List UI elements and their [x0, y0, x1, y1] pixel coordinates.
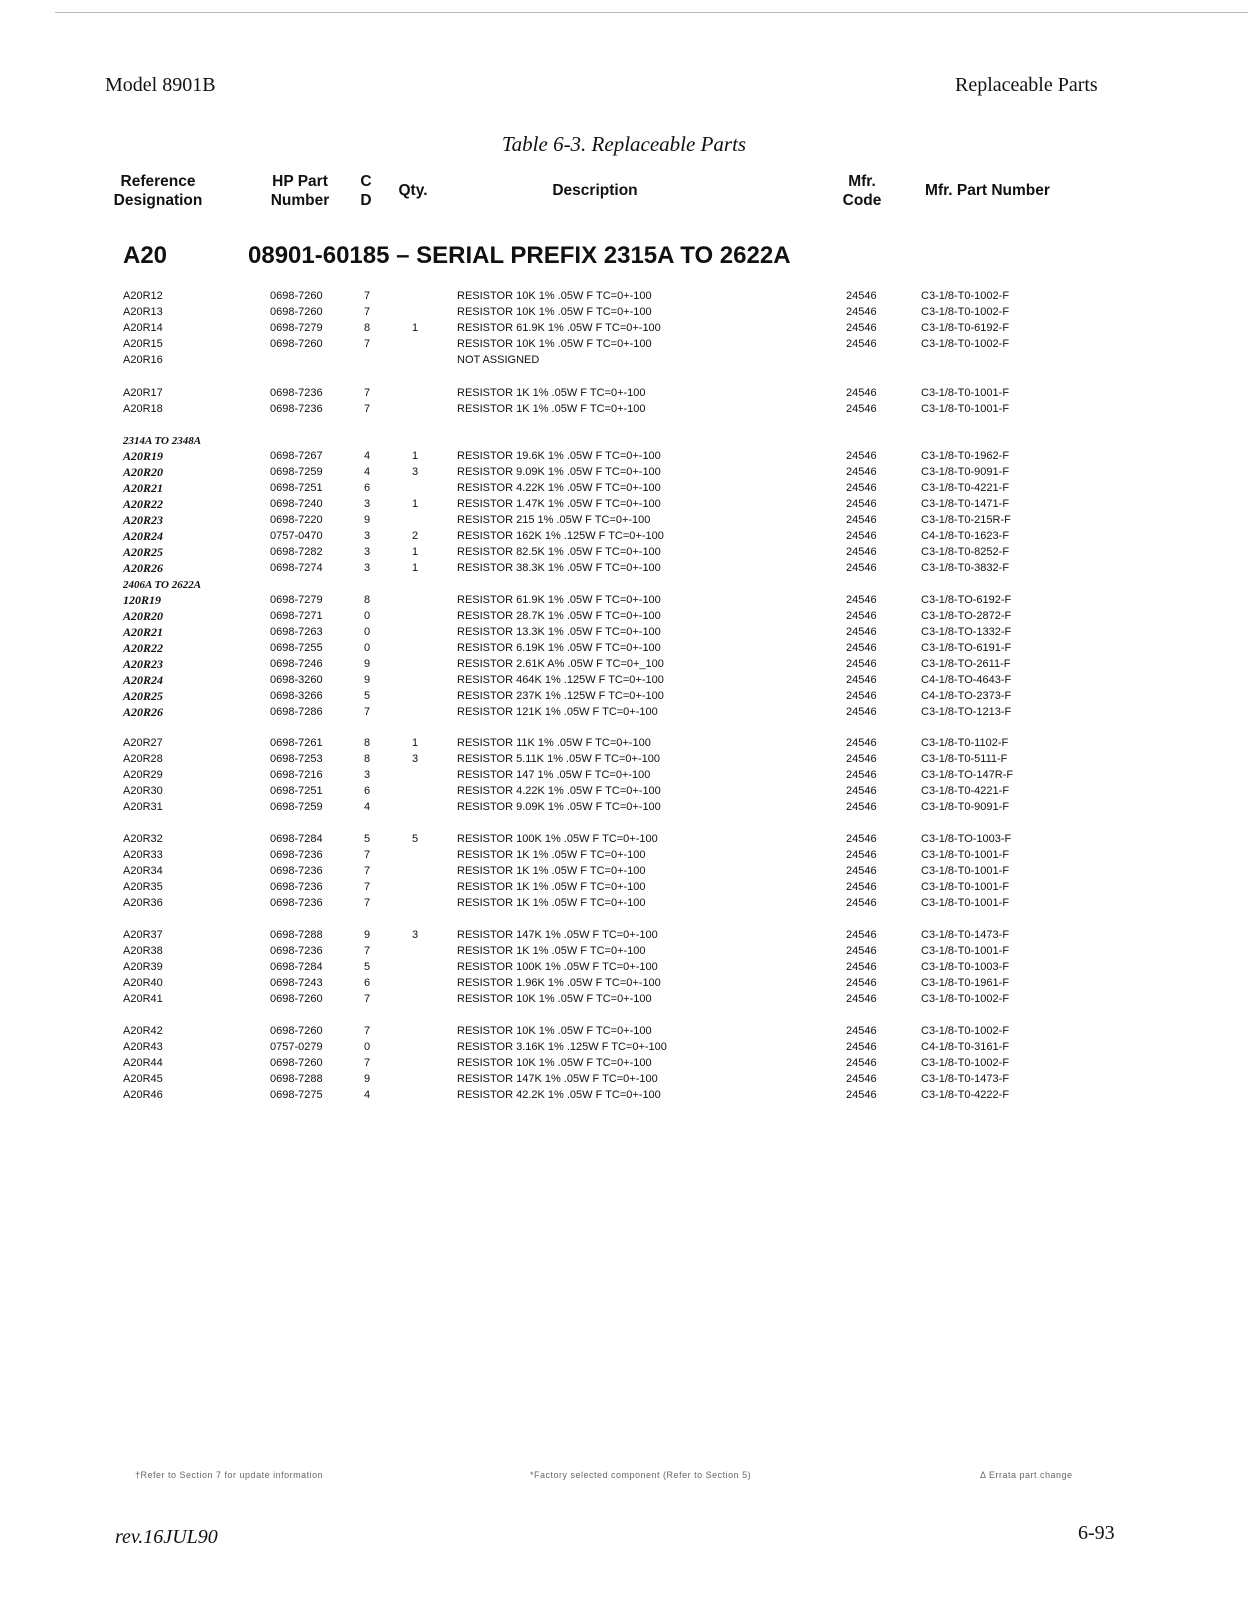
hp-part-number: 0698-7263 [270, 626, 323, 638]
hp-part-number: 0698-7259 [270, 801, 323, 813]
description: RESISTOR 10K 1% .05W F TC=0+-100 [457, 1057, 652, 1069]
mfr-part-number: C3-1/8-TO-6191-F [921, 642, 1012, 654]
top-rule [55, 12, 1248, 13]
col-header-qty: Qty. [398, 182, 428, 199]
mfr-code: 24546 [846, 626, 877, 638]
hp-part-number: 0698-7236 [270, 945, 323, 957]
hp-part-number: 0698-7236 [270, 387, 323, 399]
mfr-code: 24546 [846, 737, 877, 749]
mfr-code: 24546 [846, 690, 877, 702]
mfr-part-number: C3-1/8-T0-1002-F [921, 290, 1010, 302]
mfr-part-number: C4-1/8-T0-3161-F [921, 1041, 1010, 1053]
reference-designation: A20R21 [123, 625, 164, 639]
description: RESISTOR 5.11K 1% .05W F TC=0+-100 [457, 753, 660, 765]
check-digit: 7 [364, 1025, 371, 1037]
mfr-part-number: C3-1/8-T0-1001-F [921, 945, 1010, 957]
table-title: Table 6-3. Replaceable Parts [501, 132, 747, 156]
quantity: 1 [412, 498, 419, 510]
hp-part-number: 0698-7275 [270, 1089, 323, 1101]
quantity: 3 [412, 753, 419, 765]
mfr-code: 24546 [846, 674, 877, 686]
quantity: 3 [412, 929, 419, 941]
mfr-code: 24546 [846, 610, 877, 622]
hp-part-number: 0698-7246 [270, 658, 323, 670]
description: RESISTOR 1.47K 1% .05W F TC=0+-100 [457, 498, 661, 510]
reference-designation: A20R41 [123, 993, 163, 1005]
check-digit: 3 [364, 562, 371, 574]
mfr-part-number: C3-1/8-T0-1473-F [921, 1073, 1010, 1085]
hp-part-number: 0698-7220 [270, 514, 323, 526]
col-header-cd-line1: C [360, 173, 372, 190]
description: RESISTOR 42.2K 1% .05W F TC=0+-100 [457, 1089, 661, 1101]
mfr-part-number: C3-1/8-T0-1001-F [921, 849, 1010, 861]
check-digit: 0 [364, 610, 371, 622]
reference-designation: A20R14 [123, 322, 163, 334]
check-digit: 7 [364, 1057, 371, 1069]
description: RESISTOR 10K 1% .05W F TC=0+-100 [457, 993, 652, 1005]
check-digit: 0 [364, 626, 371, 638]
check-digit: 3 [364, 530, 371, 542]
mfr-part-number: C3-1/8-TO-1213-F [921, 706, 1012, 718]
check-digit: 7 [364, 993, 371, 1005]
col-header-reference [110, 172, 206, 210]
description: NOT ASSIGNED [457, 354, 540, 366]
description: RESISTOR 162K 1% .125W F TC=0+-100 [457, 530, 664, 542]
mfr-code: 24546 [846, 498, 877, 510]
description: RESISTOR 147 1% .05W F TC=0+-100 [457, 769, 651, 781]
reference-designation: A20R25 [123, 545, 164, 559]
mfr-code: 24546 [846, 1057, 877, 1069]
description: RESISTOR 147K 1% .05W F TC=0+-100 [457, 929, 658, 941]
check-digit: 3 [364, 498, 371, 510]
mfr-part-number: C3-1/8-T0-1473-F [921, 929, 1010, 941]
check-digit: 9 [364, 929, 371, 941]
check-digit: 6 [364, 977, 371, 989]
mfr-part-number: C3-1/8-T0-6192-F [921, 322, 1010, 334]
description: RESISTOR 9.09K 1% .05W F TC=0+-100 [457, 466, 661, 478]
hp-part-number: 0698-7236 [270, 881, 323, 893]
reference-designation: A20R20 [123, 465, 164, 479]
mfr-part-number: C3-1/8-TO-147R-F [921, 769, 1014, 781]
reference-designation: A20R36 [123, 897, 163, 909]
mfr-part-number: C3-1/8-T0-4221-F [921, 785, 1010, 797]
mfr-code: 24546 [846, 306, 877, 318]
description: RESISTOR 215 1% .05W F TC=0+-100 [457, 514, 651, 526]
mfr-code: 24546 [846, 881, 877, 893]
mfr-code: 24546 [846, 945, 877, 957]
hp-part-number: 0698-7261 [270, 737, 323, 749]
check-digit: 7 [364, 403, 371, 415]
mfr-part-number: C3-1/8-T0-1002-F [921, 306, 1010, 318]
mfr-part-number: C3-1/8-T0-1471-F [921, 498, 1010, 510]
hp-part-number: 0698-7236 [270, 849, 323, 861]
col-header-code-line1: Mfr. [848, 173, 876, 190]
reference-designation: A20R35 [123, 881, 163, 893]
mfr-code: 24546 [846, 482, 877, 494]
description: RESISTOR 237K 1% .125W F TC=0+-100 [457, 690, 664, 702]
check-digit: 5 [364, 833, 371, 845]
hp-part-number: 0698-7253 [270, 753, 323, 765]
check-digit: 3 [364, 769, 371, 781]
quantity: 1 [412, 322, 419, 334]
mfr-part-number: C3-1/8-T0-1102-F [921, 737, 1009, 749]
mfr-code: 24546 [846, 290, 877, 302]
check-digit: 9 [364, 514, 371, 526]
description: RESISTOR 121K 1% .05W F TC=0+-100 [457, 706, 658, 718]
reference-designation: A20R25 [123, 689, 164, 703]
col-header-reference-line1: Reference [120, 173, 196, 190]
mfr-code: 24546 [846, 849, 877, 861]
mfr-code: 24546 [846, 514, 877, 526]
mfr-part-number: C3-1/8-TO-1003-F [921, 833, 1012, 845]
reference-designation: A20R38 [123, 945, 163, 957]
col-header-description: Description [552, 182, 638, 199]
reference-designation: A20R22 [123, 641, 164, 655]
description: RESISTOR 464K 1% .125W F TC=0+-100 [457, 674, 664, 686]
hp-part-number: 0698-7236 [270, 897, 323, 909]
mfr-part-number: C3-1/8-T0-1002-F [921, 1025, 1010, 1037]
description: RESISTOR 1.96K 1% .05W F TC=0+-100 [457, 977, 661, 989]
mfr-code: 24546 [846, 403, 877, 415]
hp-part-number: 0698-3260 [270, 674, 323, 686]
hp-part-number: 0698-7259 [270, 466, 323, 478]
quantity: 1 [412, 546, 419, 558]
description: RESISTOR 4.22K 1% .05W F TC=0+-100 [457, 482, 661, 494]
revision-date: rev.16JUL90 [115, 1526, 218, 1548]
mfr-code: 24546 [846, 833, 877, 845]
check-digit: 7 [364, 290, 371, 302]
hp-part-number: 0698-7260 [270, 306, 323, 318]
reference-designation: A20R18 [123, 403, 163, 415]
mfr-code: 24546 [846, 961, 877, 973]
reference-designation: A20R29 [123, 769, 163, 781]
page-number: 6-93 [1078, 1522, 1115, 1544]
check-digit: 7 [364, 897, 371, 909]
mfr-part-number: C3-1/8-T0-5111-F [921, 753, 1008, 765]
mfr-code: 24546 [846, 993, 877, 1005]
reference-designation: A20R43 [123, 1041, 163, 1053]
reference-designation: A20R28 [123, 753, 163, 765]
check-digit: 9 [364, 1073, 371, 1085]
mfr-part-number: C3-1/8-T0-1961-F [921, 977, 1010, 989]
description: RESISTOR 61.9K 1% .05W F TC=0+-100 [457, 594, 661, 606]
hp-part-number: 0698-7274 [270, 562, 323, 574]
hp-part-number: 0698-7216 [270, 769, 323, 781]
hp-part-number: 0698-7251 [270, 482, 323, 494]
description: RESISTOR 3.16K 1% .125W F TC=0+-100 [457, 1041, 667, 1053]
mfr-part-number: C3-1/8-T0-1002-F [921, 338, 1010, 350]
col-header-hp-part [262, 172, 338, 210]
description: RESISTOR 1K 1% .05W F TC=0+-100 [457, 881, 646, 893]
hp-part-number: 0698-7260 [270, 1025, 323, 1037]
mfr-code: 24546 [846, 929, 877, 941]
col-header-cd [358, 172, 374, 210]
mfr-part-number: C3-1/8-TO-2872-F [921, 610, 1012, 622]
reference-designation: A20R12 [123, 290, 163, 302]
hp-part-number: 0698-7284 [270, 961, 323, 973]
hp-part-number: 0698-7240 [270, 498, 323, 510]
hp-part-number: 0698-7236 [270, 865, 323, 877]
reference-designation: A20R24 [123, 529, 164, 543]
hp-part-number: 0698-7260 [270, 338, 323, 350]
mfr-part-number: C3-1/8-T0-1002-F [921, 1057, 1010, 1069]
check-digit: 4 [364, 801, 371, 813]
hp-part-number: 0698-7288 [270, 1073, 323, 1085]
quantity: 3 [412, 466, 419, 478]
reference-designation: A20R31 [123, 801, 163, 813]
check-digit: 7 [364, 881, 371, 893]
check-digit: 7 [364, 849, 371, 861]
reference-designation: A20R23 [123, 513, 164, 527]
reference-designation: A20R32 [123, 833, 163, 845]
check-digit: 8 [364, 753, 371, 765]
col-header-mfr-part-number: Mfr. Part Number [925, 182, 1050, 199]
description: RESISTOR 100K 1% .05W F TC=0+-100 [457, 961, 658, 973]
col-header-cd-line2: D [360, 192, 372, 209]
footnote-factory-selected: *Factory selected component (Refer to Section 5) [530, 1470, 752, 1480]
reference-designation: A20R26 [123, 561, 164, 575]
mfr-part-number: C3-1/8-T0-8252-F [921, 546, 1010, 558]
description: RESISTOR 10K 1% .05W F TC=0+-100 [457, 290, 652, 302]
check-digit: 4 [364, 450, 371, 462]
description: RESISTOR 19.6K 1% .05W F TC=0+-100 [457, 450, 661, 462]
col-header-mfr-code [836, 172, 888, 210]
hp-part-number: 0698-7267 [270, 450, 323, 462]
reference-designation: A20R21 [123, 481, 164, 495]
mfr-code: 24546 [846, 1025, 877, 1037]
description: RESISTOR 10K 1% .05W F TC=0+-100 [457, 306, 652, 318]
mfr-code: 24546 [846, 977, 877, 989]
hp-part-number: 0698-7251 [270, 785, 323, 797]
reference-designation: A20R33 [123, 849, 163, 861]
reference-designation: A20R23 [123, 657, 164, 671]
mfr-part-number: C3-1/8-T0-1001-F [921, 897, 1010, 909]
mfr-code: 24546 [846, 897, 877, 909]
hp-part-number: 0698-7271 [270, 610, 323, 622]
mfr-part-number: C3-1/8-T0-215R-F [921, 514, 1011, 526]
reference-designation: A20R24 [123, 673, 164, 687]
description: RESISTOR 1K 1% .05W F TC=0+-100 [457, 897, 646, 909]
mfr-part-number: C3-1/8-TO-2611-F [921, 658, 1011, 670]
mfr-part-number: C3-1/8-T0-9091-F [921, 466, 1010, 478]
hp-part-number: 0698-7236 [270, 403, 323, 415]
reference-designation: A20R44 [123, 1057, 163, 1069]
reference-designation: A20R15 [123, 338, 163, 350]
reference-designation: A20R34 [123, 865, 163, 877]
description: RESISTOR 82.5K 1% .05W F TC=0+-100 [457, 546, 661, 558]
reference-designation: A20R40 [123, 977, 163, 989]
check-digit: 8 [364, 322, 371, 334]
check-digit: 5 [364, 690, 371, 702]
mfr-code: 24546 [846, 801, 877, 813]
hp-part-number: 0698-7279 [270, 322, 323, 334]
description: RESISTOR 38.3K 1% .05W F TC=0+-100 [457, 562, 661, 574]
hp-part-number: 0698-7286 [270, 706, 323, 718]
mfr-part-number: C4-1/8-TO-4643-F [921, 674, 1012, 686]
quantity: 2 [412, 530, 419, 542]
hp-part-number: 0698-7282 [270, 546, 323, 558]
mfr-code: 24546 [846, 1089, 877, 1101]
mfr-code: 24546 [846, 530, 877, 542]
description: RESISTOR 1K 1% .05W F TC=0+-100 [457, 849, 646, 861]
mfr-part-number: C3-1/8-T0-1001-F [921, 387, 1010, 399]
check-digit: 8 [364, 594, 371, 606]
hp-part-number: 0698-7279 [270, 594, 323, 606]
section-title: 08901-60185 – SERIAL PREFIX 2315A TO 2622A [248, 242, 791, 269]
serial-group-label: 2314A TO 2348A [123, 435, 202, 447]
mfr-code: 24546 [846, 1073, 877, 1085]
check-digit: 6 [364, 482, 371, 494]
hp-part-number: 0698-7255 [270, 642, 323, 654]
reference-designation: A20R17 [123, 387, 163, 399]
mfr-code: 24546 [846, 753, 877, 765]
check-digit: 7 [364, 338, 371, 350]
check-digit: 7 [364, 706, 371, 718]
mfr-part-number: C3-1/8-T0-9091-F [921, 801, 1010, 813]
reference-designation: 120R19 [123, 593, 162, 607]
hp-part-number: 0698-7284 [270, 833, 323, 845]
mfr-part-number: C3-1/8-T0-1001-F [921, 865, 1010, 877]
description: RESISTOR 1K 1% .05W F TC=0+-100 [457, 865, 646, 877]
description: RESISTOR 147K 1% .05W F TC=0+-100 [457, 1073, 658, 1085]
check-digit: 7 [364, 387, 371, 399]
col-header-hp-line2: Number [270, 192, 330, 209]
hp-part-number: 0698-3266 [270, 690, 323, 702]
model-header: Model 8901B [105, 74, 216, 96]
description: RESISTOR 13.3K 1% .05W F TC=0+-100 [457, 626, 661, 638]
reference-designation: A20R42 [123, 1025, 163, 1037]
mfr-code: 24546 [846, 785, 877, 797]
mfr-code: 24546 [846, 466, 877, 478]
footnote-update: †Refer to Section 7 for update information [135, 1470, 324, 1480]
hp-part-number: 0698-7288 [270, 929, 323, 941]
description: RESISTOR 61.9K 1% .05W F TC=0+-100 [457, 322, 661, 334]
col-header-reference-line2: Designation [113, 192, 203, 209]
reference-designation: A20R16 [123, 354, 163, 366]
mfr-code: 24546 [846, 658, 877, 670]
hp-part-number: 0757-0279 [270, 1041, 323, 1053]
mfr-part-number: C3-1/8-T0-4222-F [921, 1089, 1010, 1101]
mfr-code: 24546 [846, 562, 877, 574]
reference-designation: A20R26 [123, 705, 164, 719]
mfr-part-number: C3-1/8-T0-1002-F [921, 993, 1010, 1005]
description: RESISTOR 100K 1% .05W F TC=0+-100 [457, 833, 658, 845]
reference-designation: A20R46 [123, 1089, 163, 1101]
reference-designation: A20R30 [123, 785, 163, 797]
section-ref: A20 [123, 242, 168, 269]
mfr-code: 24546 [846, 387, 877, 399]
check-digit: 7 [364, 865, 371, 877]
col-header-hp-line1: HP Part [272, 173, 328, 190]
col-header-code-line2: Code [842, 192, 882, 209]
mfr-code: 24546 [846, 594, 877, 606]
quantity: 5 [412, 833, 419, 845]
reference-designation: A20R45 [123, 1073, 163, 1085]
mfr-code: 24546 [846, 546, 877, 558]
check-digit: 7 [364, 945, 371, 957]
description: RESISTOR 4.22K 1% .05W F TC=0+-100 [457, 785, 661, 797]
quantity: 1 [412, 562, 419, 574]
mfr-code: 24546 [846, 769, 877, 781]
description: RESISTOR 1K 1% .05W F TC=0+-100 [457, 945, 646, 957]
check-digit: 0 [364, 642, 371, 654]
reference-designation: A20R37 [123, 929, 163, 941]
mfr-code: 24546 [846, 642, 877, 654]
mfr-code: 24546 [846, 450, 877, 462]
mfr-code: 24546 [846, 706, 877, 718]
mfr-code: 24546 [846, 338, 877, 350]
hp-part-number: 0698-7243 [270, 977, 323, 989]
description: RESISTOR 1K 1% .05W F TC=0+-100 [457, 403, 646, 415]
reference-designation: A20R19 [123, 449, 164, 463]
description: RESISTOR 9.09K 1% .05W F TC=0+-100 [457, 801, 661, 813]
check-digit: 9 [364, 674, 371, 686]
mfr-part-number: C3-1/8-TO-1332-F [921, 626, 1012, 638]
footnote-errata: Δ Errata part change [980, 1470, 1073, 1480]
description: RESISTOR 28.7K 1% .05W F TC=0+-100 [457, 610, 661, 622]
check-digit: 4 [364, 466, 371, 478]
reference-designation: A20R20 [123, 609, 164, 623]
quantity: 1 [412, 450, 419, 462]
check-digit: 4 [364, 1089, 371, 1101]
mfr-code: 24546 [846, 1041, 877, 1053]
description: RESISTOR 11K 1% .05W F TC=0+-100 [457, 737, 651, 749]
mfr-part-number: C3-1/8-T0-1003-F [921, 961, 1010, 973]
reference-designation: A20R22 [123, 497, 164, 511]
reference-designation: A20R27 [123, 737, 163, 749]
reference-designation: A20R39 [123, 961, 163, 973]
check-digit: 7 [364, 306, 371, 318]
hp-part-number: 0757-0470 [270, 530, 323, 542]
hp-part-number: 0698-7260 [270, 993, 323, 1005]
description: RESISTOR 1K 1% .05W F TC=0+-100 [457, 387, 646, 399]
reference-designation: A20R13 [123, 306, 163, 318]
check-digit: 9 [364, 658, 371, 670]
mfr-part-number: C3-1/8-TO-6192-F [921, 594, 1012, 606]
mfr-part-number: C3-1/8-T0-1001-F [921, 881, 1010, 893]
mfr-part-number: C4-1/8-T0-1623-F [921, 530, 1010, 542]
serial-group-label: 2406A TO 2622A [123, 579, 202, 591]
hp-part-number: 0698-7260 [270, 1057, 323, 1069]
mfr-code: 24546 [846, 865, 877, 877]
mfr-part-number: C3-1/8-T0-1962-F [921, 450, 1010, 462]
check-digit: 8 [364, 737, 371, 749]
section-header: Replaceable Parts [955, 74, 1098, 96]
quantity: 1 [412, 737, 419, 749]
check-digit: 0 [364, 1041, 371, 1053]
mfr-part-number: C3-1/8-T0-3832-F [921, 562, 1010, 574]
description: RESISTOR 10K 1% .05W F TC=0+-100 [457, 338, 652, 350]
description: RESISTOR 6.19K 1% .05W F TC=0+-100 [457, 642, 661, 654]
check-digit: 5 [364, 961, 371, 973]
mfr-part-number: C4-1/8-TO-2373-F [921, 690, 1012, 702]
mfr-code: 24546 [846, 322, 877, 334]
check-digit: 6 [364, 785, 371, 797]
description: RESISTOR 10K 1% .05W F TC=0+-100 [457, 1025, 652, 1037]
description: RESISTOR 2.61K A% .05W F TC=0+_100 [457, 658, 664, 670]
mfr-part-number: C3-1/8-T0-1001-F [921, 403, 1010, 415]
check-digit: 3 [364, 546, 371, 558]
mfr-part-number: C3-1/8-T0-4221-F [921, 482, 1010, 494]
hp-part-number: 0698-7260 [270, 290, 323, 302]
